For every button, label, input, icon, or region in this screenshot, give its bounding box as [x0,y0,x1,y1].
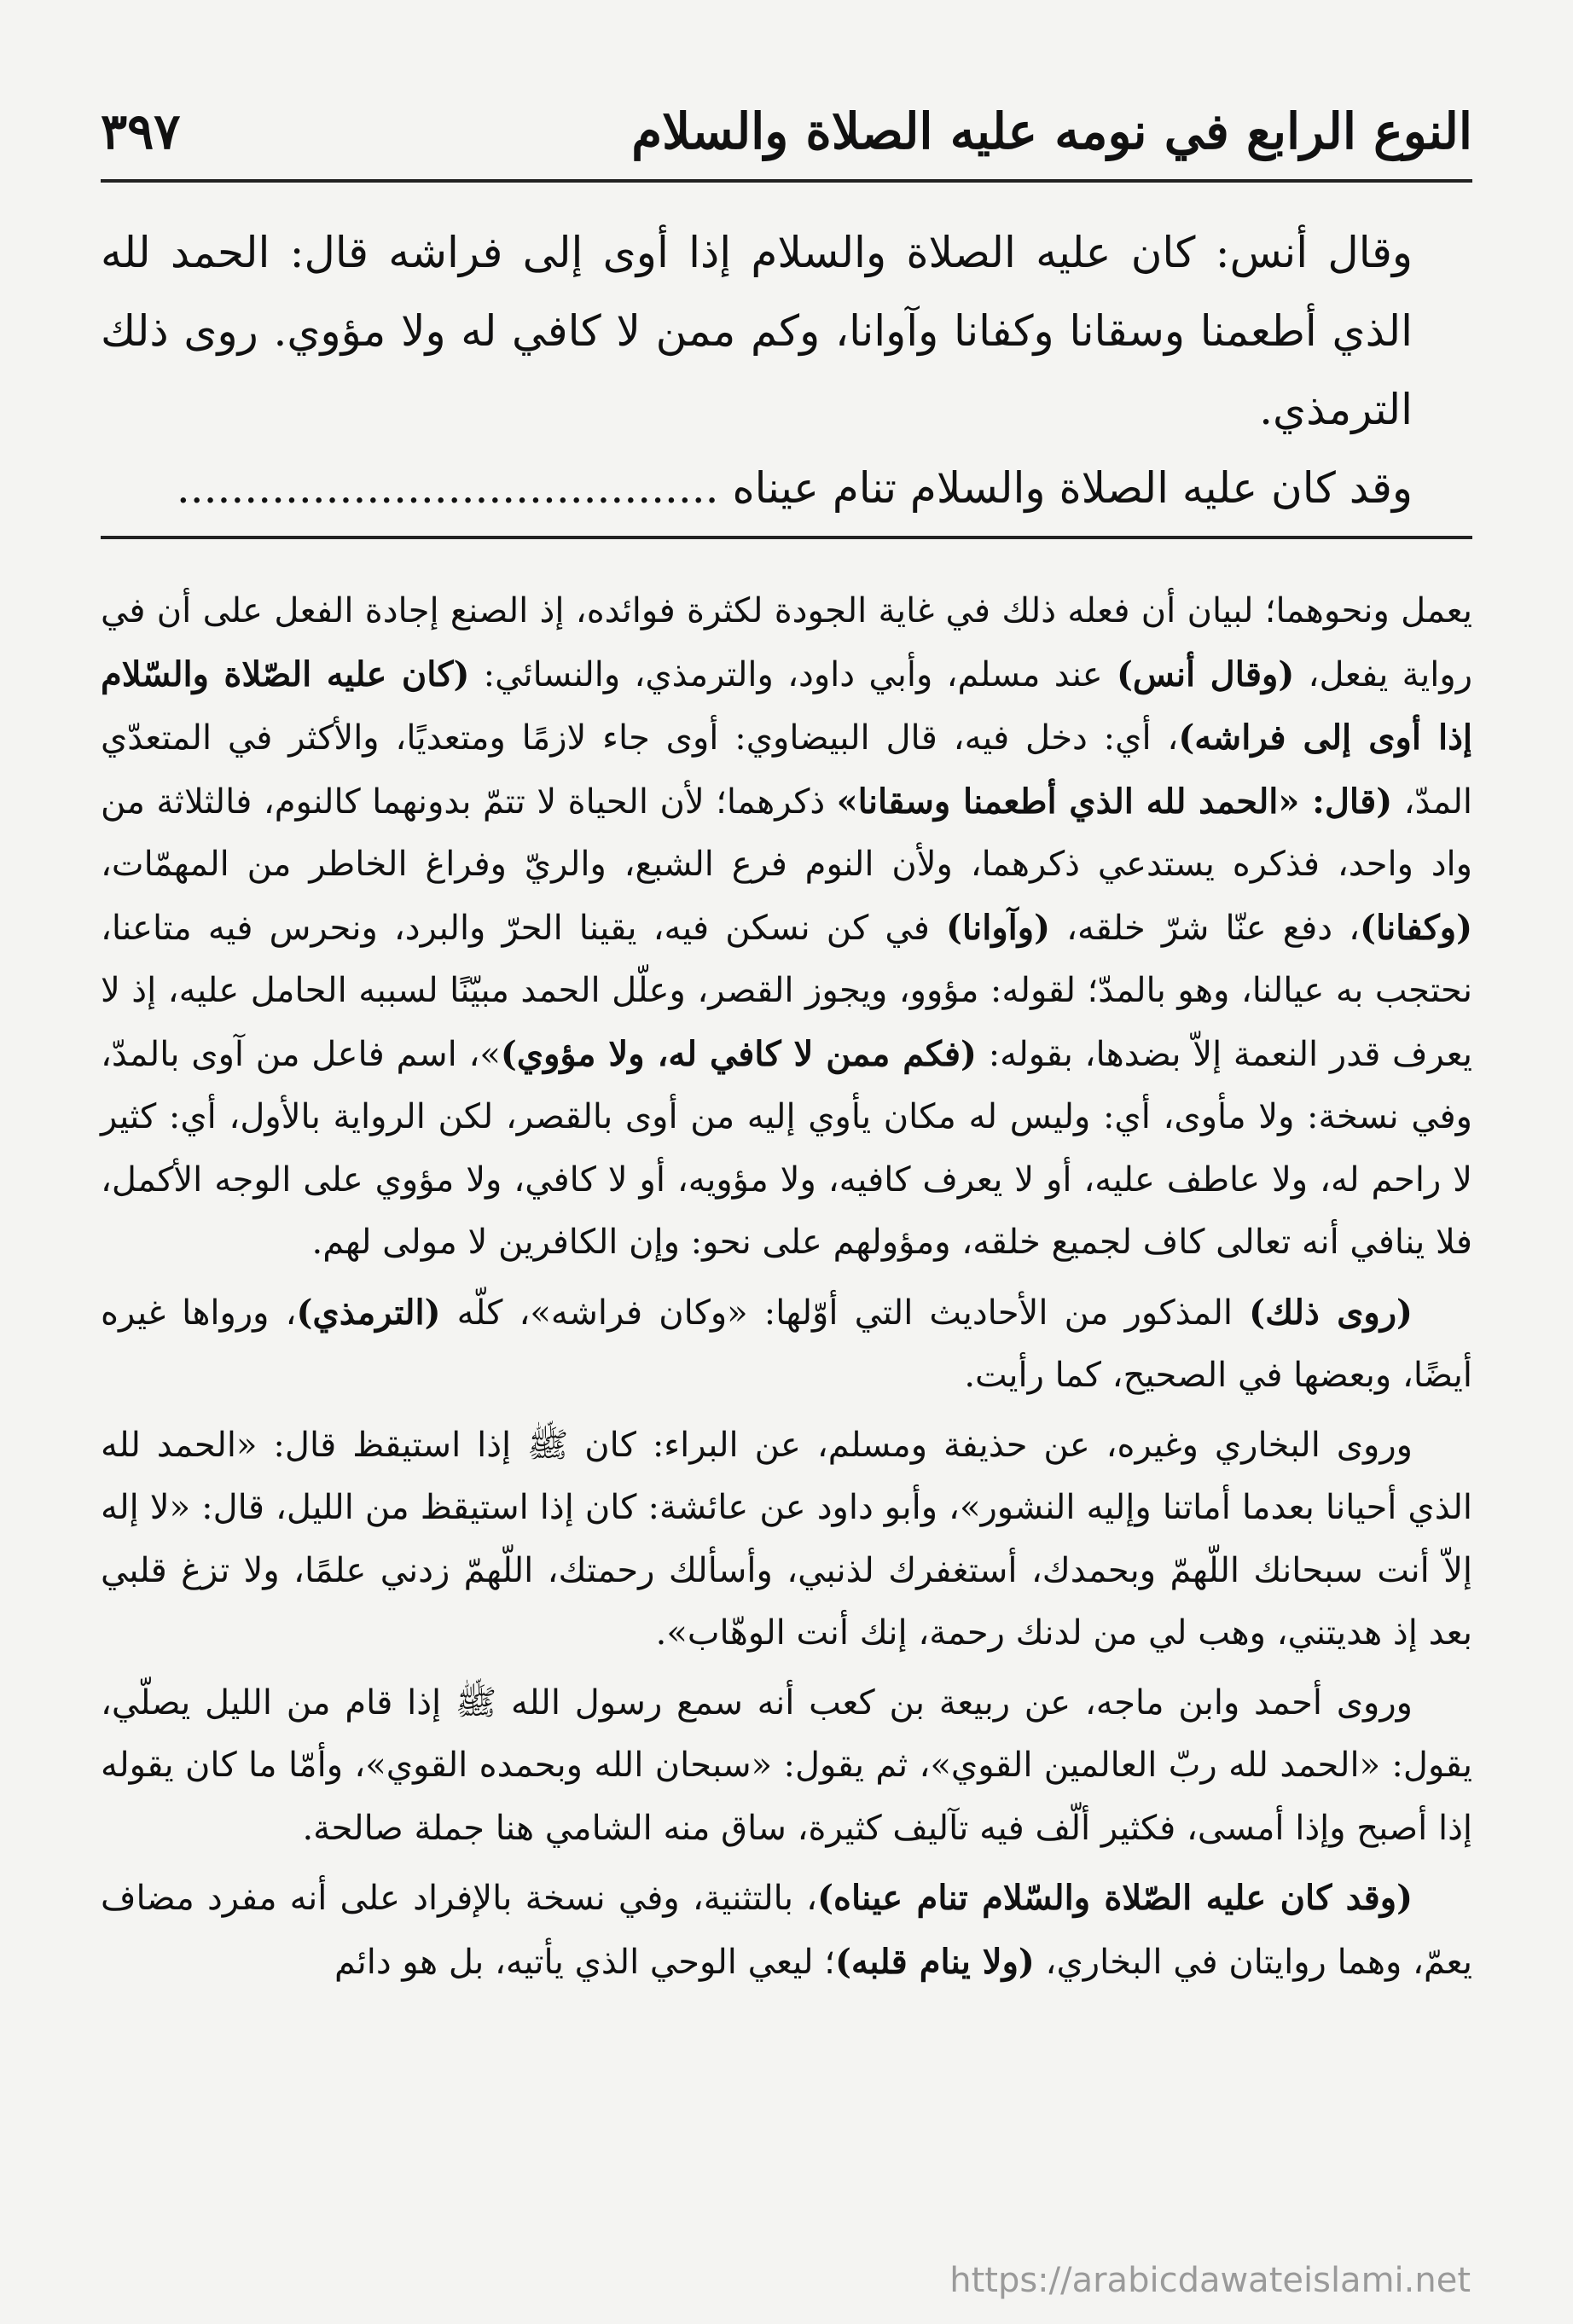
quoted-matn-segment: (ولا ينام قلبه) [834,1941,1035,1982]
commentary-segment: ؛ ليعي الوحي الذي يأتيه، بل هو دائم [334,1942,835,1982]
page-header [101,96,1472,172]
header-divider [101,179,1472,183]
commentary-segment: عند مسلم، وأبي داود، والترمذي، والنسائي: [469,654,1117,694]
commentary-segment: وروى البخاري وغيره، عن حذيفة ومسلم، عن البراء: كان ﷺ إذا استيقظ قال: «الحمد لله الذي أحيانا بعدما أماتنا وإليه النشور»، وأبو داود عن عائشة: كان إذا استيقظ من الليل، قال: «لا إله إلاّ أنت سبحانك اللّهمّ وبحمدك، أستغفرك لذنبي، وأسألك رحمتك، اللّهمّ زدني علمًا، ولا تزغ قلبي بعد إذ هديتني، وهب لي من لدنك رحمة، إنك أنت الوهّاب». [101,1425,1472,1653]
commentary-paragraph-3 [101,1415,1472,1665]
commentary-segment: ذكرهما؛ لأن الحياة لا تتمّ بدونهما كالنوم، فالثلاثة من واد واحد، فذكره يستدعي ذكرهما، ولأن النوم فرع الشبع، والريّ وفراغ الخاطر من المهمّات، [101,781,1472,884]
commentary-segment: يعمل ونحوهما؛ لبيان أن فعله ذلك في غاية الجودة لكثرة فوائده، إذ الصنع إجادة الفعل على أن في رواية يفعل، [101,591,1473,694]
quoted-matn-segment: (وآوانا) [945,907,1051,948]
running-title: النوع الرابع في نومه عليه الصلاة والسلام [631,102,1472,160]
commentary-divider [101,536,1472,539]
quoted-matn-segment: (الترمذي) [296,1292,441,1333]
commentary-paragraph-2 [101,1281,1472,1408]
quoted-matn-segment: (قال: «الحمد لله الذي أطعمنا وسقانا» [836,781,1393,822]
commentary-segment: ، دفع عنّا شرّ خلقه، [1050,908,1361,948]
commentary-segment: ، ورواها غيره أيضًا، وبعضها في الصحيح، كما رأيت. [101,1293,1472,1395]
quoted-matn-segment: (وكفانا) [1360,907,1472,948]
main-text-continuation [101,449,1472,527]
quoted-matn-segment: (وقد كان عليه الصّلاة والسّلام تنام عيناه) [817,1878,1413,1918]
commentary-paragraph-5 [101,1867,1472,1994]
commentary-paragraph-1 [101,580,1472,1275]
commentary-paragraph-4 [101,1672,1472,1861]
page-number: ٣٩٧ [101,102,181,160]
main-text [101,213,1472,527]
quoted-matn-segment: (كان عليه الصّلاة والسّلام إذا أوى إلى فراشه) [101,654,1473,758]
commentary-segment: وروى أحمد وابن ماجه، عن ربيعة بن كعب أنه سمع رسول الله ﷺ إذا قام من الليل يصلّي، يقول: «الحمد لله ربّ العالمين القوي»، ثم يقول: «سبحان الله وبحمده القوي»، وأمّا ما كان يقوله إذا أصبح وإذا أمسى، فكثير ألّف فيه تآليف كثيرة، ساق منه الشامي هنا جملة صالحة. [101,1682,1473,1848]
commentary-segment: ، بالتثنية، وفي نسخة بالإفراد على أنه مفرد مضاف يعمّ، وهما روايتان في البخاري، [101,1879,1472,1982]
quoted-matn-segment: (فكم ممن لا كافي له، ولا مؤوي) [500,1033,977,1074]
commentary-segment: في كن نسكن فيه، يقينا الحرّ والبرد، ونحرس فيه متاعنا، نحتجب به عيالنا، وهو بالمدّ؛ لقوله: مؤوو، ويجوز القصر، وعلّل الحمد مبيّنًا لسببه الحامل عليه، إذ لا يعرف قدر النعمة إلاّ بضدها، بقوله: [101,908,1472,1074]
commentary-segment: ، أي: دخل فيه، قال البيضاوي: أوى جاء لازمًا ومتعديًا، والأكثر في المتعدّي المدّ، [101,718,1472,822]
main-text-paragraph: وقال أنس: كان عليه الصلاة والسلام إذا أوى إلى فراشه قال: الحمد لله الذي أطعمنا وسقانا وكفانا وآوانا، وكم ممن لا كافي له ولا مؤوي. روى ذلك الترمذي. [101,228,1413,434]
commentary-segment: المذكور من الأحاديث التي أوّلها: «وكان فراشه»، كلّه [440,1293,1250,1333]
commentary-segment: »، اسم فاعل من آوى بالمدّ، وفي نسخة: ولا مأوى، أي: وليس له مكان يأوي إليه من أوى بالقصر، لكن الرواية بالأول، أي: كثير لا راحم له، ولا عاطف عليه، أو لا يعرف كافيه، ولا مؤويه، أو لا كافي، ولا مؤوي على الوجه الأكمل، فلا ينافي أنه تعالى كاف لجميع خلقه، ومؤولهم على نحو: وإن الكافرين لا مولى لهم. [101,1034,1472,1262]
continuation-dots: ........................................ [176,463,719,513]
continuation-text: وقد كان عليه الصلاة والسلام تنام عيناه [732,463,1413,513]
source-watermark: https://arabicdawateislami.net [949,2261,1471,2300]
quoted-matn-segment: (وقال أنس) [1116,654,1295,694]
quoted-matn-segment: (روى ذلك) [1249,1292,1413,1333]
commentary-text [101,580,1472,2001]
